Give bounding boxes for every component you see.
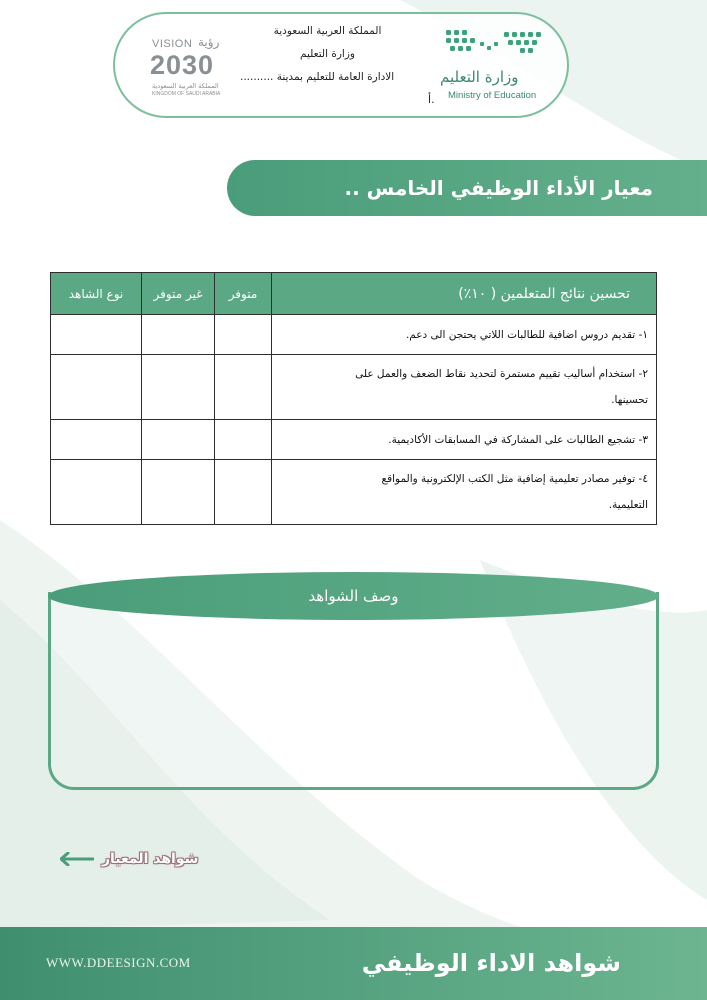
vision-year: 2030 <box>150 50 215 80</box>
evidence-header <box>48 572 659 620</box>
criterion-text <box>272 460 657 525</box>
evidence-type-cell[interactable] <box>51 355 142 420</box>
standard-evidence-link[interactable] <box>60 851 198 867</box>
vision-arabic: رؤية <box>198 35 220 49</box>
criterion-text <box>272 420 657 460</box>
page-title: معيار الأداء الوظيفي الخامس .. <box>344 176 653 200</box>
directorate-name: الادارة العامة للتعليم بمدينة .......... <box>240 71 395 83</box>
criterion-line: ١- تقديم دروس اضافية للطالبات اللاتي يحتجن الى دعم. <box>405 328 648 341</box>
table-row <box>51 355 657 420</box>
col-evidence-type: نوع الشاهد <box>51 273 142 315</box>
vision-2030-logo <box>150 35 236 100</box>
not-available-cell[interactable] <box>142 355 215 420</box>
teacher-prefix: أ. <box>428 93 435 106</box>
footer-bar <box>0 927 707 1000</box>
title-banner <box>227 160 707 216</box>
ministry-logo <box>440 24 552 102</box>
vision-subtitle-arabic: المملكة العربية السعودية <box>152 82 219 90</box>
not-available-cell[interactable] <box>142 460 215 525</box>
available-cell[interactable] <box>215 355 272 420</box>
vision-label: VISION <box>152 38 193 50</box>
available-cell[interactable] <box>215 420 272 460</box>
available-cell[interactable] <box>215 460 272 525</box>
ministry-logo-english: Ministry of Education <box>448 90 537 101</box>
criteria-table <box>50 272 657 525</box>
table-row <box>51 420 657 460</box>
evidence-title: وصف الشواهد <box>308 587 399 605</box>
criterion-text <box>272 315 657 355</box>
table-row <box>51 460 657 525</box>
ministry-logo-dots-icon <box>446 28 546 58</box>
header-text <box>240 20 415 89</box>
kingdom-name: المملكة العربية السعودية <box>273 25 382 37</box>
standard-evidence-label: شواهد المعيار <box>102 851 199 867</box>
not-available-cell[interactable] <box>142 315 215 355</box>
evidence-type-cell[interactable] <box>51 420 142 460</box>
arrow-left-icon <box>60 852 94 866</box>
table-heading: تحسين نتائج المتعلمين ( ١٠٪) <box>272 273 657 315</box>
evidence-type-cell[interactable] <box>51 315 142 355</box>
footer-title: شواهد الاداء الوظيفي <box>361 949 621 977</box>
ministry-logo-arabic: وزارة التعليم <box>440 68 519 86</box>
ministry-name: وزارة التعليم <box>300 48 355 60</box>
vision-subtitle-english: KINGDOM OF SAUDI ARABIA <box>152 91 221 97</box>
criterion-line: ٣- تشجيع الطالبات على المشاركة في المسابقات الأكاديمية. <box>388 433 648 446</box>
not-available-cell[interactable] <box>142 420 215 460</box>
available-cell[interactable] <box>215 315 272 355</box>
evidence-type-cell[interactable] <box>51 460 142 525</box>
criterion-line: التعليمية. <box>608 499 648 511</box>
table-row <box>51 315 657 355</box>
col-not-available: غير متوفر <box>142 273 215 315</box>
criterion-line: ٢- استخدام أساليب تقييم مستمرة لتحديد نقاط الضعف والعمل على <box>355 368 648 380</box>
footer-url[interactable]: WWW.DDEESIGN.COM <box>46 955 191 970</box>
col-available: متوفر <box>215 273 272 315</box>
evidence-description-box[interactable] <box>48 592 659 790</box>
criterion-line: تحسينها. <box>611 394 648 406</box>
criterion-line: ٤- توفير مصادر تعليمية إضافية مثل الكتب الإلكترونية والمواقع <box>381 473 648 485</box>
criterion-text <box>272 355 657 420</box>
table-header-row <box>51 273 657 315</box>
